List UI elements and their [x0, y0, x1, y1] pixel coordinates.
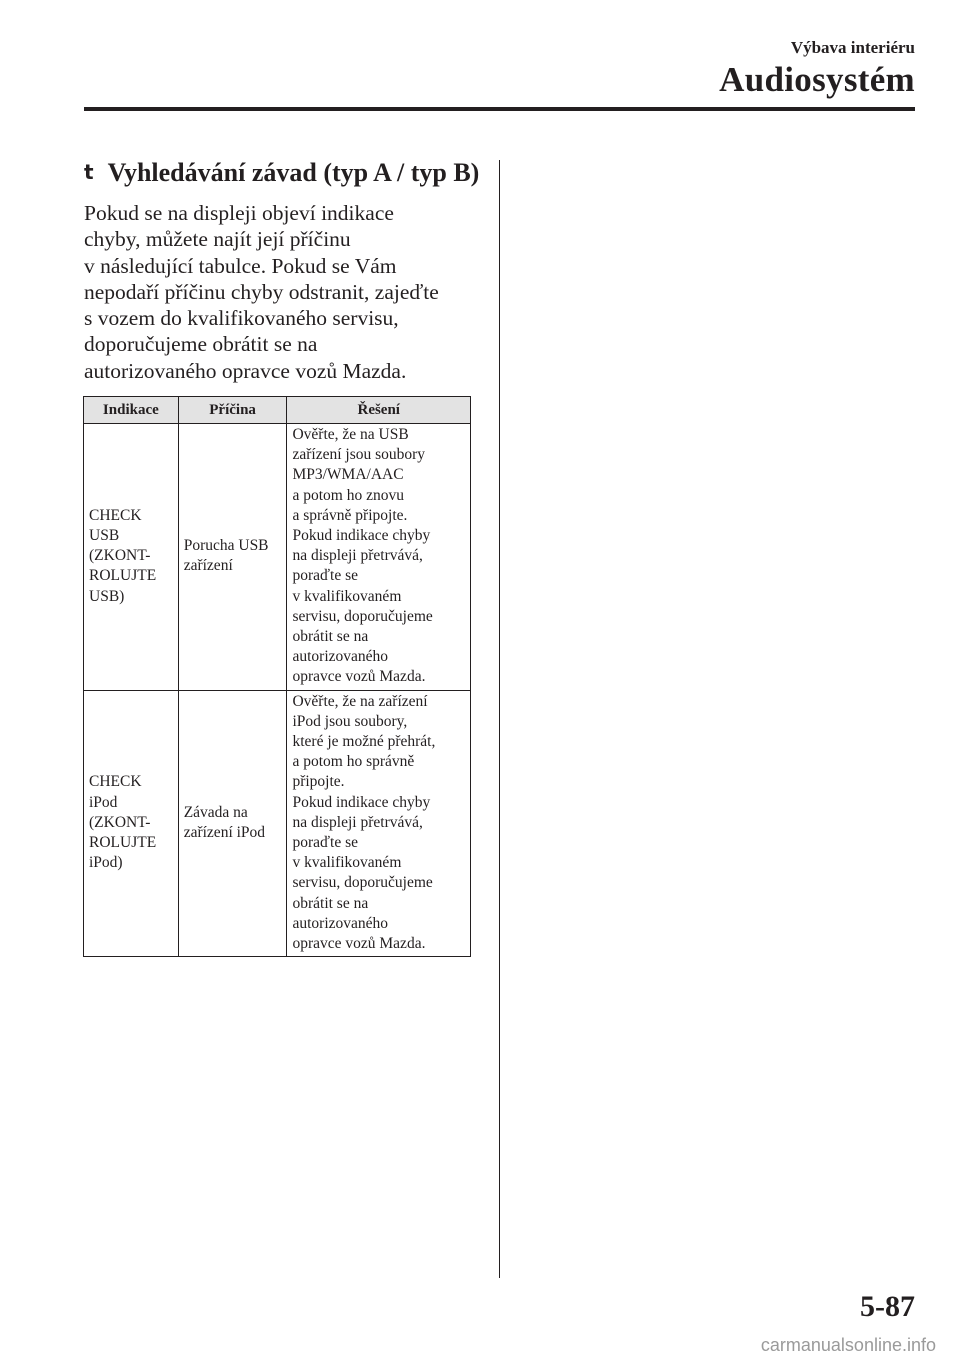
intro-line: Pokud se na displeji objeví indikace [84, 201, 394, 225]
table-row [84, 690, 471, 957]
cell-line: iPod) [89, 854, 123, 872]
intro-line: autorizovaného opravce vozů Mazda. [84, 358, 407, 383]
cell-line: a potom ho znovu [292, 486, 404, 504]
cell-line: ROLUJTE [89, 834, 157, 852]
cell-line: na displeji přetrvává, [292, 813, 423, 831]
column-header-solution: Řešení [287, 397, 471, 424]
cell-line: obrátit se na [292, 628, 369, 646]
watermark-link[interactable]: carmanualsonline.info [760, 1335, 936, 1355]
section-heading-text: Vyhledávání závad (typ A / typ B) [107, 158, 480, 187]
indication-cell [84, 690, 179, 957]
cell-line: ROLUJTE [89, 567, 157, 585]
cell-line: Ověřte, že na USB [292, 426, 409, 443]
cell-line: zařízení jsou soubory [292, 446, 426, 464]
intro-line: chyby, můžete najít její příčinu [84, 227, 351, 252]
solution-cell [287, 424, 471, 691]
cell-line: Pokud indikace chyby [292, 527, 431, 545]
cell-line: CHECK [89, 506, 142, 524]
table-header-row [84, 397, 471, 424]
cell-line: Porucha USB [183, 537, 269, 555]
section-heading [84, 158, 479, 188]
cell-line: autorizovaného [292, 914, 389, 932]
cell-line: zařízení iPod [183, 823, 266, 841]
cell-line: Závada na [183, 803, 248, 821]
section-bullet-icon: t [84, 160, 94, 184]
page-number: 5-87 [860, 1290, 915, 1323]
cell-line: které je možné přehrát, [292, 733, 436, 751]
cell-line: a správně připojte. [292, 506, 408, 524]
cell-line: poraďte se [292, 567, 359, 585]
cell-line: obrátit se na [292, 894, 369, 912]
cell-line: v kvalifikovaném [292, 854, 402, 872]
column-header-indication: Indikace [84, 397, 179, 424]
intro-line: nepodaří příčinu chyby odstranit, zajeďte [84, 279, 439, 304]
cell-line: USB [89, 527, 120, 545]
cell-line: na displeji přetrvává, [292, 547, 423, 565]
column-header-cause: Příčina [178, 397, 287, 424]
cell-line: autorizovaného [292, 648, 389, 666]
cell-line: servisu, doporučujeme [292, 874, 433, 892]
cell-line: iPod [89, 793, 118, 811]
intro-paragraph [84, 200, 484, 384]
cell-line: servisu, doporučujeme [292, 607, 433, 625]
cell-line: (ZKONT- [89, 547, 151, 565]
intro-line: s vozem do kvalifikovaného servisu, [84, 306, 399, 331]
cell-line: připojte. [292, 773, 345, 791]
intro-line: v následující tabulce. Pokud se Vám [84, 253, 397, 278]
cell-line: v kvalifikovaném [292, 587, 402, 605]
header-divider [84, 107, 915, 111]
header-section-name: Výbava interiéru [790, 38, 915, 57]
column-divider [499, 160, 500, 1278]
cell-line: (ZKONT- [89, 813, 151, 831]
cell-line: MP3/WMA/AAC [292, 466, 404, 484]
cause-cell [178, 690, 287, 957]
page-title: Audiosystém [719, 60, 915, 99]
cell-line: a potom ho správně [292, 753, 415, 771]
cell-line: opravce vozů Mazda. [292, 668, 426, 686]
intro-line: doporučujeme obrátit se na [84, 332, 318, 357]
troubleshooting-table [83, 396, 471, 957]
cell-line: Ověřte, že na zařízení [292, 692, 428, 710]
cell-line: CHECK [89, 773, 142, 791]
cell-line: zařízení [183, 557, 233, 575]
table-row [84, 424, 471, 691]
cell-line: opravce vozů Mazda. [292, 935, 426, 953]
cause-cell [178, 424, 287, 691]
indication-cell [84, 424, 179, 691]
cell-line: iPod jsou soubory, [292, 712, 408, 730]
solution-cell [287, 690, 471, 957]
cell-line: poraďte se [292, 834, 359, 852]
cell-line: USB) [89, 587, 125, 605]
cell-line: Pokud indikace chyby [292, 793, 431, 811]
